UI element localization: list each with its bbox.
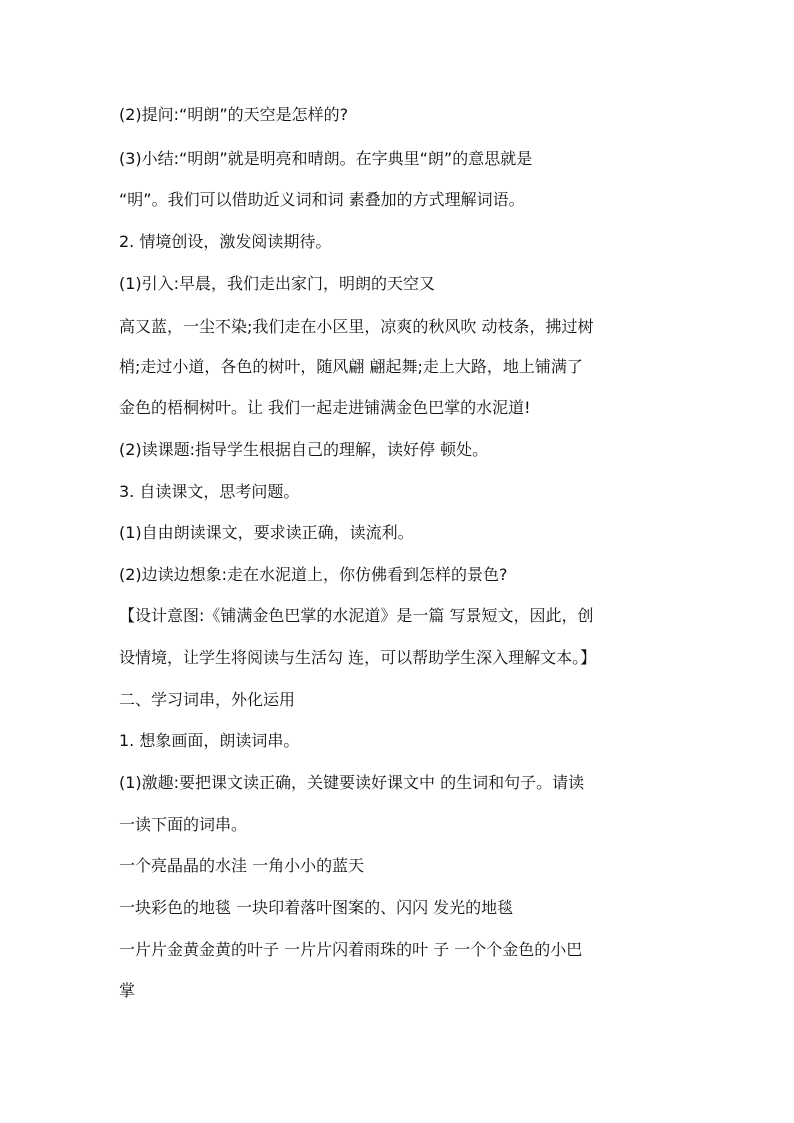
- design-intent-line: 设情境，让学生将阅读与生活勾 连，可以帮助学生深入理解文本。】: [119, 648, 597, 667]
- section-heading: 3. 自读课文，思考问题。: [119, 482, 300, 501]
- section-heading: 2. 情境创设，激发阅读期待。: [119, 232, 332, 251]
- text-line: 一读下面的词串。: [119, 815, 248, 834]
- section-heading: 二、学习词串，外化运用: [119, 690, 296, 709]
- text-line: “明”。我们可以借助近义词和词 素叠加的方式理解词语。: [119, 190, 525, 209]
- text-line: (1)引入:早晨，我们走出家门，明朗的天空又: [119, 274, 436, 293]
- word-string-line: 一块彩色的地毯 一块印着落叶图案的、闪闪 发光的地毯: [119, 898, 514, 917]
- text-line: (2)读课题:指导学生根据自己的理解，读好停 顿处。: [119, 440, 489, 459]
- text-line: (1)激趣:要把课文读正确，关键要读好课文中 的生词和句子。请读: [119, 773, 585, 792]
- word-string-line: 掌: [119, 981, 136, 1000]
- text-line: 梢;走过小道，各色的树叶，随风翩 翩起舞;走上大路，地上铺满了: [119, 357, 583, 376]
- text-line: (2)边读边想象:走在水泥道上，你仿佛看到怎样的景色?: [119, 565, 508, 584]
- design-intent-line: 【设计意图:《铺满金色巴掌的水泥道》是一篇 写景短文，因此，创: [119, 606, 594, 625]
- section-heading: 1. 想象画面，朗读词串。: [119, 731, 300, 750]
- word-string-line: 一个亮晶晶的水洼 一角小小的蓝天: [119, 856, 365, 875]
- text-line: (1)自由朗读课文，要求读正确，读流利。: [119, 523, 414, 542]
- word-string-line: 一片片金黄金黄的叶子 一片片闪着雨珠的叶 子 一个个金色的小巴: [119, 940, 583, 959]
- text-line: 高又蓝，一尘不染;我们走在小区里，凉爽的秋风吹 动枝条，拂过树: [119, 317, 594, 336]
- text-line: 金色的梧桐树叶。让 我们一起走进铺满金色巴掌的水泥道!: [119, 398, 531, 417]
- text-line: (2)提问:“明朗”的天空是怎样的?: [119, 105, 349, 124]
- text-line: (3)小结:“明朗”就是明亮和晴朗。在字典里“朗”的意思就是: [119, 149, 533, 168]
